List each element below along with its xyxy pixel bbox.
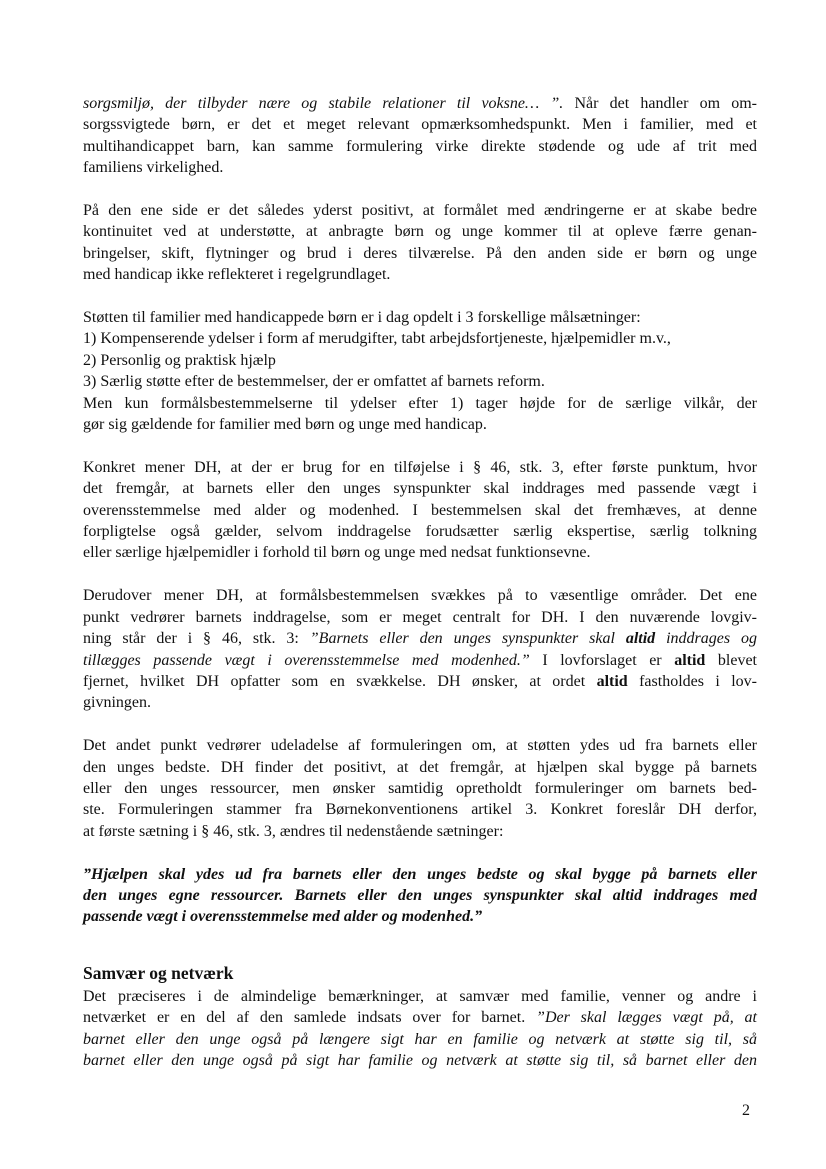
text-line: Støtten til familier med handicappede børn er i dag opdelt i 3 forskellige målsætninger:	[83, 309, 641, 327]
document-body	[83, 93, 757, 1093]
list-item-3: 3) Særlig støtte efter de bestemmelser, der er omfattet af barnets reform.	[83, 373, 545, 391]
text-line: ”Hjælpen skal ydes ud fra barnets eller den unges bedste og skal bygge på barnets eller	[83, 865, 757, 883]
text-line: Det andet punkt vedrører udeladelse af formuleringen om, at støtten ydes ud fra barnets eller	[83, 737, 757, 755]
emphasis-word: altid	[625, 630, 656, 648]
text-line: På den ene side er det således yderst positivt, at formålet med ændringerne er at skabe bedre	[83, 202, 757, 220]
text-line: med handicap ikke reflekteret i regelgrundlaget.	[83, 266, 391, 284]
emphasis-word: altid	[596, 672, 628, 690]
quote-fragment: sorgsmiljø, der tilbyder nære og stabile relationer til voksne… ”.	[83, 95, 564, 112]
text-line: forpligtelse også gælder, selvom inddragelse forudsætter særlig ekspertise, særlig tolkning	[83, 523, 757, 541]
proposed-wording-quote	[83, 864, 757, 928]
text-line: overensstemmelse med alder og modenhed. I bestemmelsen skal det fremhæves, at denne	[83, 501, 757, 519]
text-line: gør sig gældende for familier med børn og unge med handicap.	[83, 416, 487, 434]
paragraph-1	[83, 93, 757, 179]
section-paragraph-1	[83, 986, 757, 1072]
text-fragment: blevet	[705, 651, 757, 669]
text-line: kontinuitet ved at understøtte, at anbragte børn og unge kommer til at opleve færre genan-	[83, 223, 757, 241]
text-line: det fremgår, at barnets eller den unges synspunkter skal inddrages med passende vægt i	[83, 480, 757, 498]
text-line	[83, 628, 757, 649]
list-item-1: 1) Kompenserende ydelser i form af merudgifter, tabt arbejdsfortjeneste, hjælpemidler m.v.,	[83, 330, 671, 348]
paragraph-5	[83, 585, 757, 713]
paragraph-4	[83, 457, 757, 564]
text-fragment: fjernet, hvilket DH opfatter som en svækkelse. DH ønsker, at ordet	[83, 672, 597, 690]
section-heading: Samvær og netværk	[83, 962, 234, 983]
text-line	[83, 650, 757, 671]
text-line: passende vægt i overensstemmelse med alder og modenhed.”	[83, 908, 483, 926]
text-line: givningen.	[83, 694, 151, 712]
text-line	[83, 93, 757, 114]
quote-fragment: inddrages og	[655, 630, 757, 648]
paragraph-3	[83, 307, 757, 435]
text-line: multihandicappet barn, kan samme formulering virke direkte stødende og ude af trit med	[83, 137, 757, 155]
text-fragment: I lovforslaget er	[529, 651, 675, 669]
text-line: familiens virkelighed.	[83, 159, 224, 177]
text-line: bringelser, skift, flytninger og brud i deres tilværelse. På den anden side er børn og unge	[83, 244, 757, 262]
paragraph-6	[83, 735, 757, 842]
text-line	[83, 671, 757, 692]
text-fragment: netværket er en del af den samlede indsats over for barnet.	[83, 1009, 537, 1027]
text-line: den unges bedste. DH finder det positivt, at det fremgår, at hjælpen skal bygge på barnets	[83, 758, 757, 776]
text-fragment: fastholdes i lov-	[627, 672, 758, 690]
text-fragment: ning står der i § 46, stk. 3:	[83, 630, 310, 648]
text-line: Det præciseres i de almindelige bemærkninger, at samvær med familie, venner og andre i	[83, 987, 757, 1005]
paragraph-2	[83, 200, 757, 286]
text-line: sorgssvigtede børn, er det et meget relevant opmærksomhedspunkt. Men i familier, med et	[83, 116, 757, 134]
text-line: at første sætning i § 46, stk. 3, ændres til nedenstående sætninger:	[83, 822, 504, 840]
text-line: Men kun formålsbestemmelserne til ydelser efter 1) tager højde for de særlige vilkår, der	[83, 394, 757, 412]
emphasis-word: altid	[674, 651, 706, 669]
quote-fragment: tillægges passende vægt i overensstemmelse med modenhed.”	[83, 651, 530, 669]
text-line: eller den unges ressourcer, men ønsker samtidig opretholdt formuleringer om barnets bed-	[83, 779, 757, 797]
list-item-2: 2) Personlig og praktisk hjælp	[83, 351, 276, 369]
text-line	[83, 1007, 757, 1028]
text-line: Konkret mener DH, at der er brug for en tilføjelse i § 46, stk. 3, efter første punktum, hvor	[83, 458, 757, 476]
text-line: eller særlige hjælpemidler i forhold til børn og unge med nedsat funktionsevne.	[83, 544, 591, 562]
quote-fragment: ”Barnets eller den unges synspunkter skal	[309, 630, 626, 648]
text-line: barnet eller den unge også på sigt har familie og netværk at støtte sig til, så barnet eller den	[83, 1051, 757, 1069]
page-number: 2	[742, 1102, 750, 1119]
text-line: barnet eller den unge også på længere sigt har en familie og netværk at støtte sig til, så	[83, 1030, 757, 1048]
text-line: Derudover mener DH, at formålsbestemmelsen svækkes på to væsentlige områder. Det ene	[83, 587, 757, 605]
text-line: den unges egne ressourcer. Barnets eller den unges synspunkter skal altid inddrages med	[83, 886, 757, 904]
text-line: ste. Formuleringen stammer fra Børnekonventionens artikel 3. Konkret foreslår DH derfor,	[83, 801, 757, 819]
text-fragment: Når det handler om om-	[563, 95, 757, 112]
text-line: punkt vedrører barnets inddragelse, som er meget centralt for DH. I den nuværende lovgiv-	[83, 608, 757, 626]
quote-fragment: ”Der skal lægges vægt på, at	[536, 1009, 757, 1027]
